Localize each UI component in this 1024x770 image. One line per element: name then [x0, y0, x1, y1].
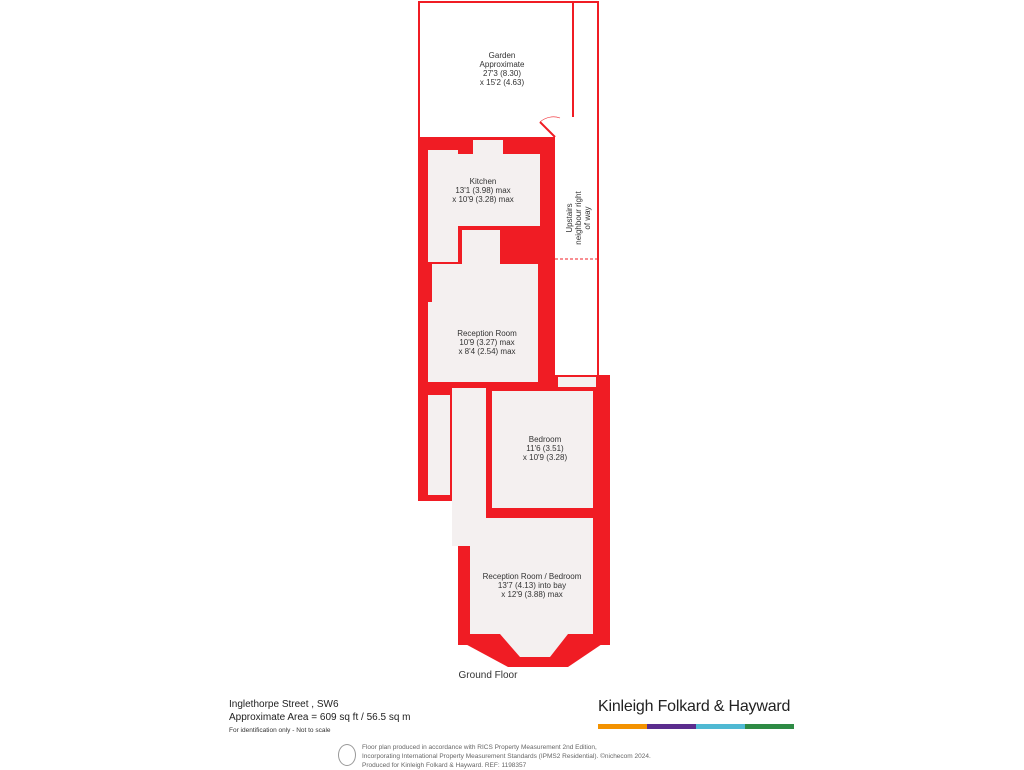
- svg-text:13'7 (4.13) into bay: 13'7 (4.13) into bay: [497, 581, 567, 590]
- svg-text:Reception Room: Reception Room: [457, 329, 517, 338]
- approximate-area: Approximate Area = 609 sq ft / 56.5 sq m: [229, 712, 411, 723]
- store: [428, 395, 450, 495]
- footer-line: Produced for Kinleigh Folkard & Hayward. REF: 1198357: [362, 762, 527, 769]
- svg-text:Garden: Garden: [488, 51, 516, 60]
- svg-text:Upstairs: Upstairs: [565, 203, 574, 233]
- svg-text:x 15'2 (4.63): x 15'2 (4.63): [479, 78, 525, 87]
- rear-lobby: [428, 150, 458, 262]
- svg-text:Reception Room / Bedroom: Reception Room / Bedroom: [482, 572, 582, 581]
- person-info-icon: [338, 744, 356, 766]
- brand-bar-green: [745, 724, 794, 729]
- svg-text:13'1 (3.98) max: 13'1 (3.98) max: [455, 186, 511, 195]
- right-of-way-label: [565, 191, 592, 245]
- footer-line: Floor plan produced in accordance with RICS Property Measurement 2nd Edition,: [362, 744, 597, 751]
- svg-text:Kitchen: Kitchen: [469, 177, 497, 186]
- svg-text:x 10'9 (3.28): x 10'9 (3.28): [522, 453, 568, 462]
- bedroom-window: [558, 377, 596, 387]
- svg-text:neighbour right: neighbour right: [574, 191, 583, 245]
- svg-text:Bedroom: Bedroom: [528, 435, 562, 444]
- svg-text:11'6 (3.51): 11'6 (3.51): [526, 444, 564, 453]
- bedroom-label: [523, 435, 568, 462]
- svg-text:Approximate: Approximate: [479, 60, 525, 69]
- svg-text:of way: of way: [583, 206, 592, 230]
- floor-label: Ground Floor: [458, 670, 518, 681]
- reception-room-label: [457, 329, 517, 356]
- svg-text:x 10'9 (3.28) max: x 10'9 (3.28) max: [452, 195, 514, 204]
- brand-logo: Kinleigh Folkard & Hayward: [598, 698, 791, 715]
- garden-label: [480, 51, 525, 87]
- bathroom: [432, 264, 538, 302]
- svg-text:10'9 (3.27) max: 10'9 (3.27) max: [459, 338, 515, 347]
- footer-line: Incorporating International Property Measurement Standards (IPMS2 Residential). ©nichecom 2024.: [362, 753, 651, 760]
- svg-text:27'3 (8.30): 27'3 (8.30): [483, 69, 521, 78]
- address: Inglethorpe Street , SW6: [229, 699, 339, 710]
- kitchen-window: [473, 140, 503, 154]
- svg-text:x 12'9 (3.88) max: x 12'9 (3.88) max: [501, 590, 563, 599]
- disclaimer: For identification only - Not to scale: [229, 727, 331, 734]
- property-info: [229, 698, 411, 737]
- brand-color-bar: [598, 724, 794, 729]
- wc: [462, 230, 500, 264]
- brand-bar-purple: [647, 724, 696, 729]
- footer-notes: [362, 743, 651, 770]
- brand-bar-blue: [696, 724, 745, 729]
- brand-bar-orange: [598, 724, 647, 729]
- svg-text:x 8'4 (2.54) max: x 8'4 (2.54) max: [458, 347, 516, 356]
